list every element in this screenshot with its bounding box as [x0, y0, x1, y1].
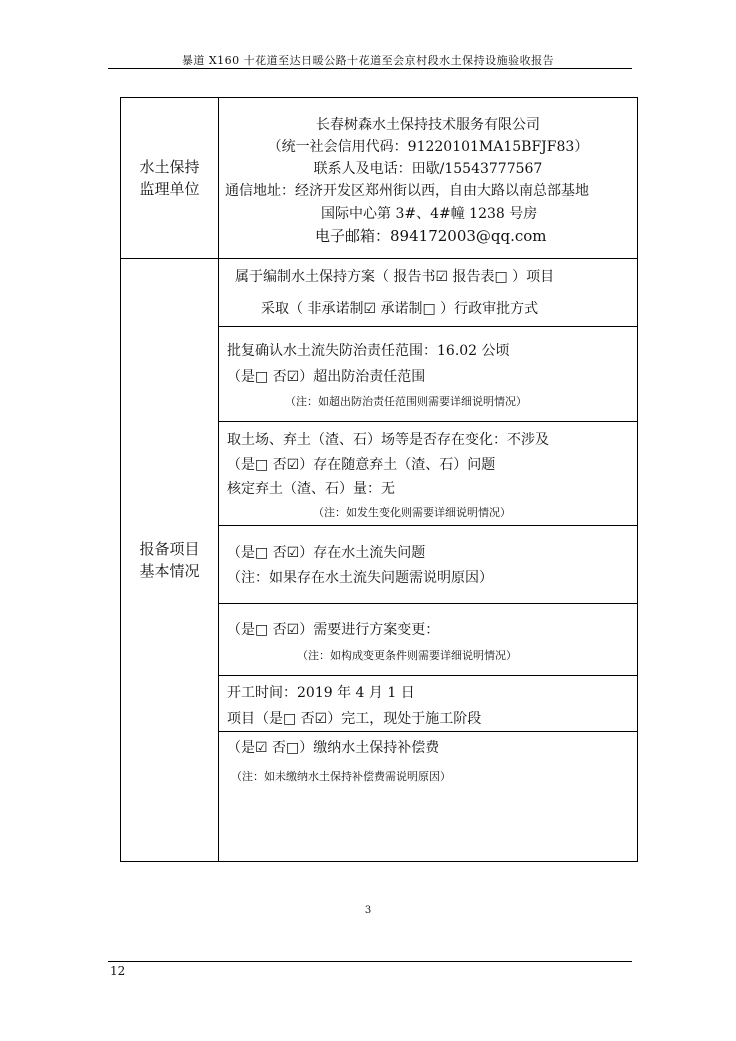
scope-note: （注：如超出防治责任范围则需要详细说明情况）: [285, 395, 527, 408]
spoil-change: 取土场、弃土（渣、石）场等是否存在变化：不涉及: [227, 432, 549, 448]
erosion-question: （是□ 否☑）存在水土流失问题: [227, 545, 426, 561]
scope-section: [219, 326, 637, 421]
supervision-content: [219, 98, 637, 258]
spoil-random: （是□ 否☑）存在随意弃土（渣、石）问题: [227, 457, 496, 473]
approval-method: 采取（ 非承诺制☑ 承诺制□ ）行政审批方式: [261, 301, 539, 317]
filing-label-line2: 基本情况: [139, 562, 200, 580]
construction-section: [219, 675, 637, 731]
header-rule: [108, 68, 632, 69]
info-table: [120, 97, 638, 862]
start-date: 开工时间：2019 年 4 月 1 日: [227, 685, 415, 701]
erosion-section: [219, 525, 637, 603]
spoil-amount: 核定弃土（渣、石）量：无: [227, 481, 395, 497]
supervision-credit-code: （统一社会信用代码：91220101MA15BFJF83）: [267, 139, 589, 155]
filing-label: [121, 258, 219, 862]
plan-type-section: [219, 258, 637, 326]
compensation-note: （注：如未缴纳水土保持补偿费需说明原因）: [231, 770, 451, 783]
spoil-section: [219, 421, 637, 525]
plan-change-section: [219, 603, 637, 675]
supervision-address-line1: 通信地址：经济开发区郑州街以西，自由大路以南总部基地: [225, 183, 589, 199]
report-header-title: 暴道 X160 十花道至达日暖公路十花道至会京村段水土保持设施验收报告: [181, 54, 555, 67]
footer-page-number: 12: [110, 964, 126, 978]
supervision-label-line1: 水土保持: [139, 158, 200, 176]
spoil-note: （注：如发生变化则需要详细说明情况）: [313, 506, 511, 519]
erosion-note: （注：如果存在水土流失问题需说明原因）: [227, 570, 493, 586]
filing-label-line1: 报备项目: [139, 540, 200, 558]
plan-change: （是□ 否☑）需要进行方案变更：: [227, 622, 440, 638]
supervision-address-line2: 国际中心第 3#、4#幢 1238 号房: [321, 206, 538, 222]
compensation-paid: （是☑ 否□）缴纳水土保持补偿费: [227, 740, 440, 756]
email-label: 电子邮箱：: [315, 227, 391, 245]
footer-rule: [108, 961, 632, 962]
supervision-contact: 联系人及电话：田歇/15543777567: [313, 161, 543, 177]
supervision-label: [121, 98, 219, 258]
email-value: 894172003@qq.com: [390, 227, 547, 245]
scope-exceed: （是□ 否☑）超出防治责任范围: [227, 369, 426, 385]
plan-type: 属于编制水土保持方案（ 报告书☑ 报告表□ ）项目: [235, 269, 555, 285]
compensation-section: [219, 731, 637, 862]
plan-change-note: （注：如构成变更条件则需要详细说明情况）: [297, 649, 517, 662]
supervision-company: 长春树森水土保持技术服务有限公司: [316, 117, 540, 133]
supervision-email: [315, 225, 547, 246]
page-number: 3: [364, 905, 372, 916]
completion-status: 项目（是□ 否☑）完工，现处于施工阶段: [227, 711, 482, 727]
supervision-label-line2: 监理单位: [139, 180, 200, 198]
scope-area: 批复确认水土流失防治责任范围：16.02 公顷: [227, 343, 510, 359]
